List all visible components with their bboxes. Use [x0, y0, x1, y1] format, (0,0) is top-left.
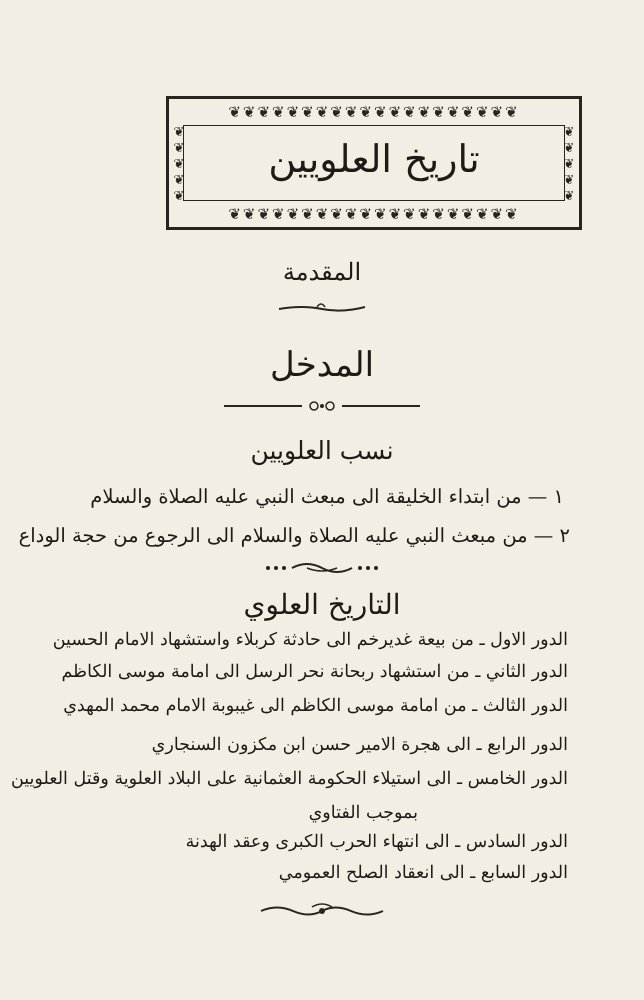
history-period: الدور الثالث ـ من امامة موسى الكاظم الى غيبوبة الامام محمد المهدي	[63, 696, 568, 716]
history-period: الدور الاول ـ من بيعة غديرخم الى حادثة كربلاء واستشهاد الامام الحسين	[52, 630, 568, 650]
lineage-item: ٢ — من مبعث النبي عليه الصلاة والسلام الى الرجوع من حجة الوداع	[18, 524, 570, 547]
ornament-border-top: ❦❦❦❦❦❦❦❦❦❦❦❦❦❦❦❦❦❦❦❦	[228, 103, 520, 121]
ornament-border-left: ❦❦❦❦❦	[173, 125, 185, 201]
history-period: الدور السابع ـ الى انعقاد الصلح العمومي	[278, 863, 568, 883]
history-period: الدور الرابع ـ الى هجرة الامير حسن ابن مكزون السنجاري	[151, 735, 568, 755]
ornament-border-right: ❦❦❦❦❦	[563, 125, 575, 201]
book-title: تاريخ العلويين	[268, 137, 480, 181]
divider-ornament	[0, 902, 644, 924]
introduction-heading: المقدمة	[282, 258, 362, 286]
entry-heading: المدخل	[269, 345, 375, 385]
divider-ornament	[0, 560, 644, 580]
divider-ornament	[0, 398, 644, 417]
history-period-continuation: بموجب الفتاوي	[308, 803, 418, 823]
lineage-item: ١ — من ابتداء الخليقة الى مبعث النبي عليه الصلاة والسلام	[90, 485, 564, 508]
ornament-border-bottom: ❦❦❦❦❦❦❦❦❦❦❦❦❦❦❦❦❦❦❦❦	[228, 205, 520, 223]
history-period: الدور الثاني ـ من استشهاد ربحانة نحر الرسل الى امامة موسى الكاظم	[61, 662, 568, 682]
history-heading: التاريخ العلوي	[243, 588, 401, 621]
lineage-heading: نسب العلويين	[250, 436, 394, 465]
history-period: الدور الخامس ـ الى استيلاء الحكومة العثمانية على البلاد العلوية وقتل العلويين	[10, 769, 568, 789]
swirl-ornament	[0, 300, 644, 319]
title-frame	[166, 96, 582, 230]
history-period: الدور السادس ـ الى انتهاء الحرب الكبرى وعقد الهدنة	[185, 832, 568, 852]
